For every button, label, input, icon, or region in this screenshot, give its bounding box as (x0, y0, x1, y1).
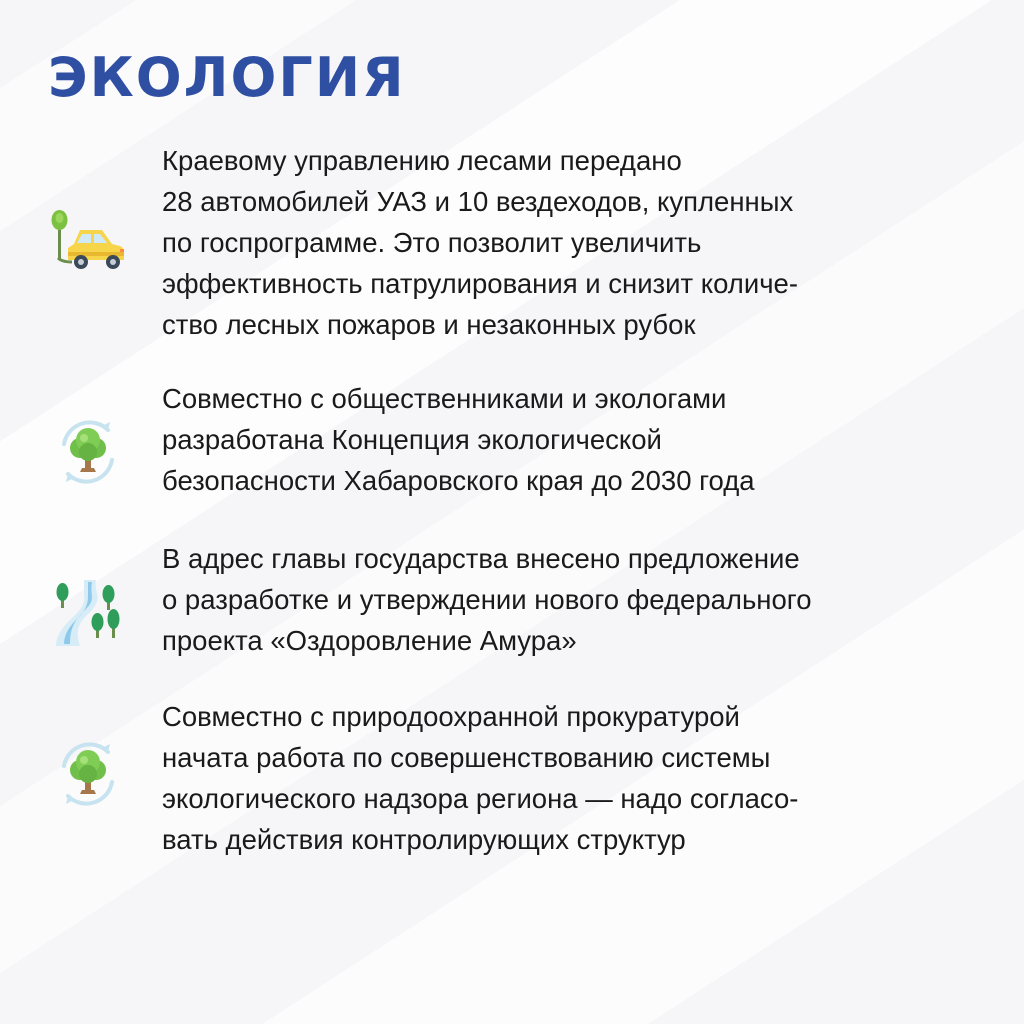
item-text-line: ство лесных пожаров и незаконных рубок (162, 309, 696, 340)
item-text-line: Совместно с общественниками и экологами (162, 383, 727, 414)
item-text-line: Совместно с природоохранной прокуратурой (162, 701, 740, 732)
item-text-line: проекта «Оздоровление Амура» (162, 625, 577, 656)
car-tree-icon (50, 206, 126, 282)
page-title: ЭКОЛОГИЯ (48, 46, 406, 109)
item-text-line: по госпрограмме. Это позволит увеличить (162, 227, 702, 258)
item-text-line: о разработке и утверждении нового федерального (162, 584, 812, 615)
item-text-line: разработана Концепция экологической (162, 424, 662, 455)
eco-cycle-tree-icon (50, 414, 126, 490)
item-text-line: 28 автомобилей УАЗ и 10 вездеходов, купленных (162, 186, 794, 217)
item-text-line: безопасности Хабаровского края до 2030 года (162, 465, 755, 496)
river-forest-icon (50, 574, 126, 650)
item-text-line: экологического надзора региона — надо согласо- (162, 783, 799, 814)
item-text-line: эффективность патрулирования и снизит количе- (162, 268, 798, 299)
item-text-line: начата работа по совершенствованию системы (162, 742, 771, 773)
item-text-line: В адрес главы государства внесено предложение (162, 543, 800, 574)
item-text-line: вать действия контролирующих структур (162, 824, 686, 855)
item-text-line: Краевому управлению лесами передано (162, 145, 682, 176)
eco-cycle-tree-icon (50, 736, 126, 812)
